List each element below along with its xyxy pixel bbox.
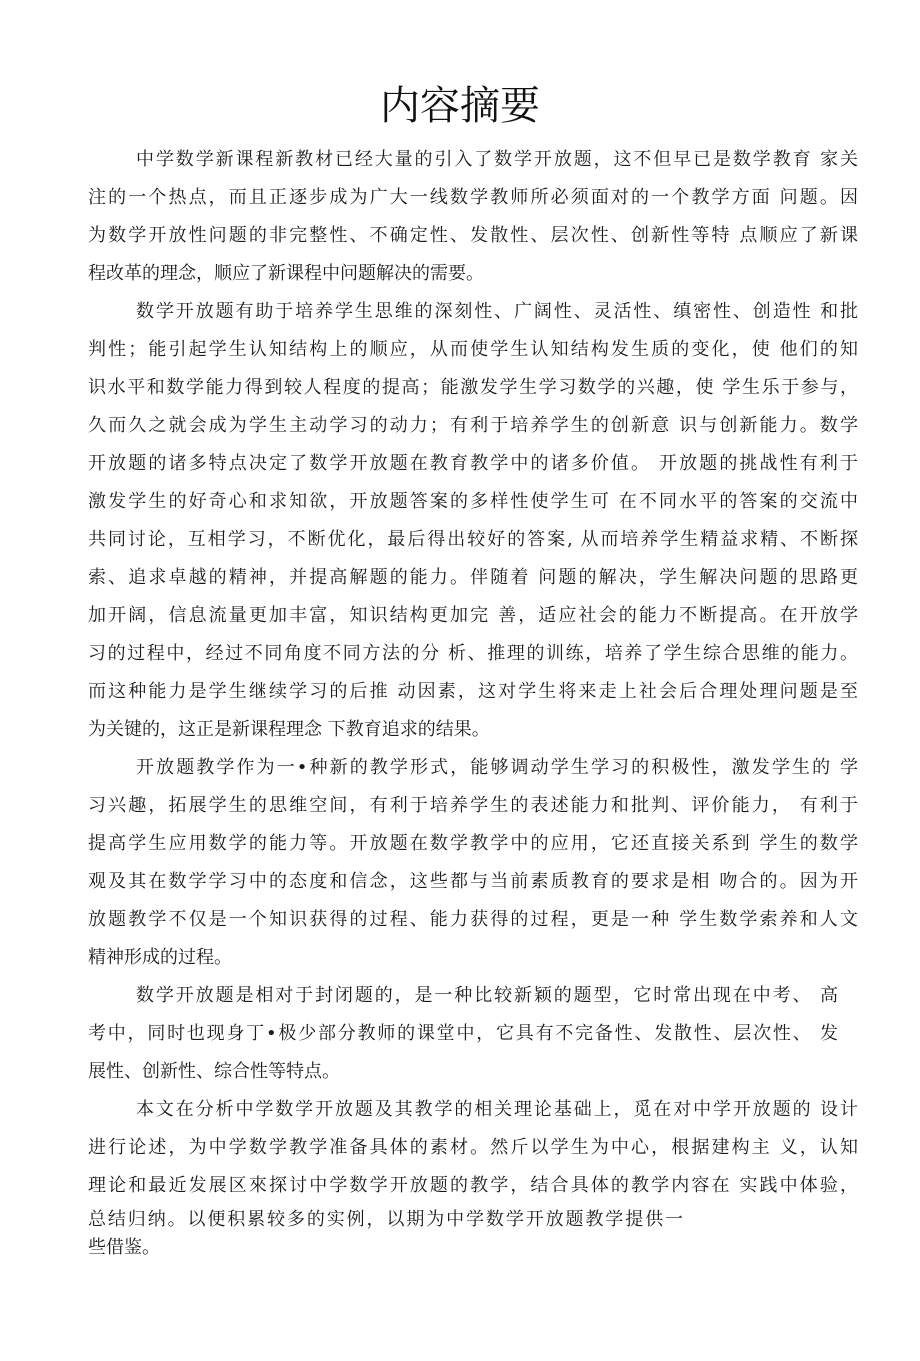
text-line: 中学数学新课程新教材已经大量的引入了数学开放题，这不但早已是数学教育 家关 <box>136 149 858 170</box>
text-line: 数学开放题是相对于封闭题的，是一种比较新颖的题型，它时常出现在中考、 高 <box>136 985 838 1006</box>
text-line: 考中，同时也现身丁•极少部分教师的课堂中，它具有不完备性、发散性、层次性、 发 <box>88 1023 838 1044</box>
text-line: 识水平和数学能力得到较人程度的提高；能激发学生学习数学的兴趣，使 学生乐于参与， <box>88 377 858 398</box>
text-line: 观及其在数学学习中的态度和信念，这些都与当前素质教育的要求是相 吻合的。因为开 <box>88 871 858 892</box>
text-line: 提高学生应用数学的能力等。开放题在数学教学中的应用，它还直接关系到 学生的数学 <box>88 833 858 854</box>
text-line: 习的过程中，经过不同角度不同方法的分 析、推理的训练，培养了学生综合思维的能力。 <box>88 643 858 664</box>
text-line: 开放题教学作为一•种新的教学形式，能够调动学生学习的积极性，激发学生的 学 <box>136 757 858 778</box>
text-line: 些借鉴。 <box>88 1237 160 1258</box>
text-line: 理论和最近发展区來探讨中学数学开放题的教学，结合具体的教学内容在 实践中体验， <box>88 1175 858 1196</box>
text-line: 激发学生的好奇心和求知欲，开放题答案的多样性使学生可 在不同水平的答案的交流中 <box>88 491 858 512</box>
text-line: 加开阔，信息流量更加丰富，知识结构更加完 善，适应社会的能力不断提高。在开放学 <box>88 605 858 626</box>
text-line: 而这种能力是学生继续学习的后推 动因素，这对学生将来走上社会后合理处理问题是至 <box>88 681 858 702</box>
text-line: 共同讨论，互相学习，不断优化，最后得出较好的答案, 从而培养学生精益求精、不断探 <box>88 529 858 550</box>
text-line: 进行论述，为中学数学教学准备具体的素材。然斤以学生为中心，根据建构主 义，认知 <box>88 1137 858 1158</box>
text-line: 本文在分析中学数学开放题及其教学的相关理论基础上，觅在对中学开放题的 设计 <box>136 1099 858 1120</box>
text-line: 久而久之就会成为学生主动学习的动力；有利于培养学生的创新意 识与创新能力。数学 <box>88 415 858 436</box>
text-line: 数学开放题有助于培养学生思维的深刻性、广阔性、灵活性、缜密性、创造性 和批 <box>136 301 858 322</box>
text-line: 放题教学不仅是一个知识获得的过程、能力获得的过程，更是一种 学生数学索养和人文 <box>88 909 858 930</box>
text-line: 总结归纳。以便积累较多的实例，以期为中学数学开放题教学提供一 <box>88 1209 683 1230</box>
text-line: 精神形成的过程。 <box>88 947 232 968</box>
text-line: 为关键的，这正是新课程理念 下教育追求的结果。 <box>88 719 490 740</box>
text-line: 注的一个热点，而且正逐步成为广大一线数学教师所必须面对的一个教学方面 问题。因 <box>88 187 858 208</box>
text-line: 展性、创新性、综合性等特点。 <box>88 1061 340 1082</box>
text-line: 开放题的诸多特点决定了数学开放题在教育教学中的诸多价值。 开放题的挑战性有利于 <box>88 453 858 474</box>
text-line: 判性；能引起学生认知结构上的顺应，从而使学生认知结构发生质的变化，使 他们的知 <box>88 339 858 360</box>
text-line: 索、追求卓越的精神，并提高解题的能力。伴随着 问题的解决，学生解决问题的思路更 <box>88 567 858 588</box>
text-line: 为数学开放性问题的非完整性、不确定性、发散性、层次性、创新性等特 点顺应了新课 <box>88 225 858 246</box>
text-line: 习兴趣，拓展学生的思维空间，有利于培养学生的表述能力和批判、评价能力， 有利于 <box>88 795 858 816</box>
page-title: 内容摘要 <box>380 83 540 129</box>
text-line: 程改革的理念，顺应了新课程中问题解决的需要。 <box>88 263 484 284</box>
